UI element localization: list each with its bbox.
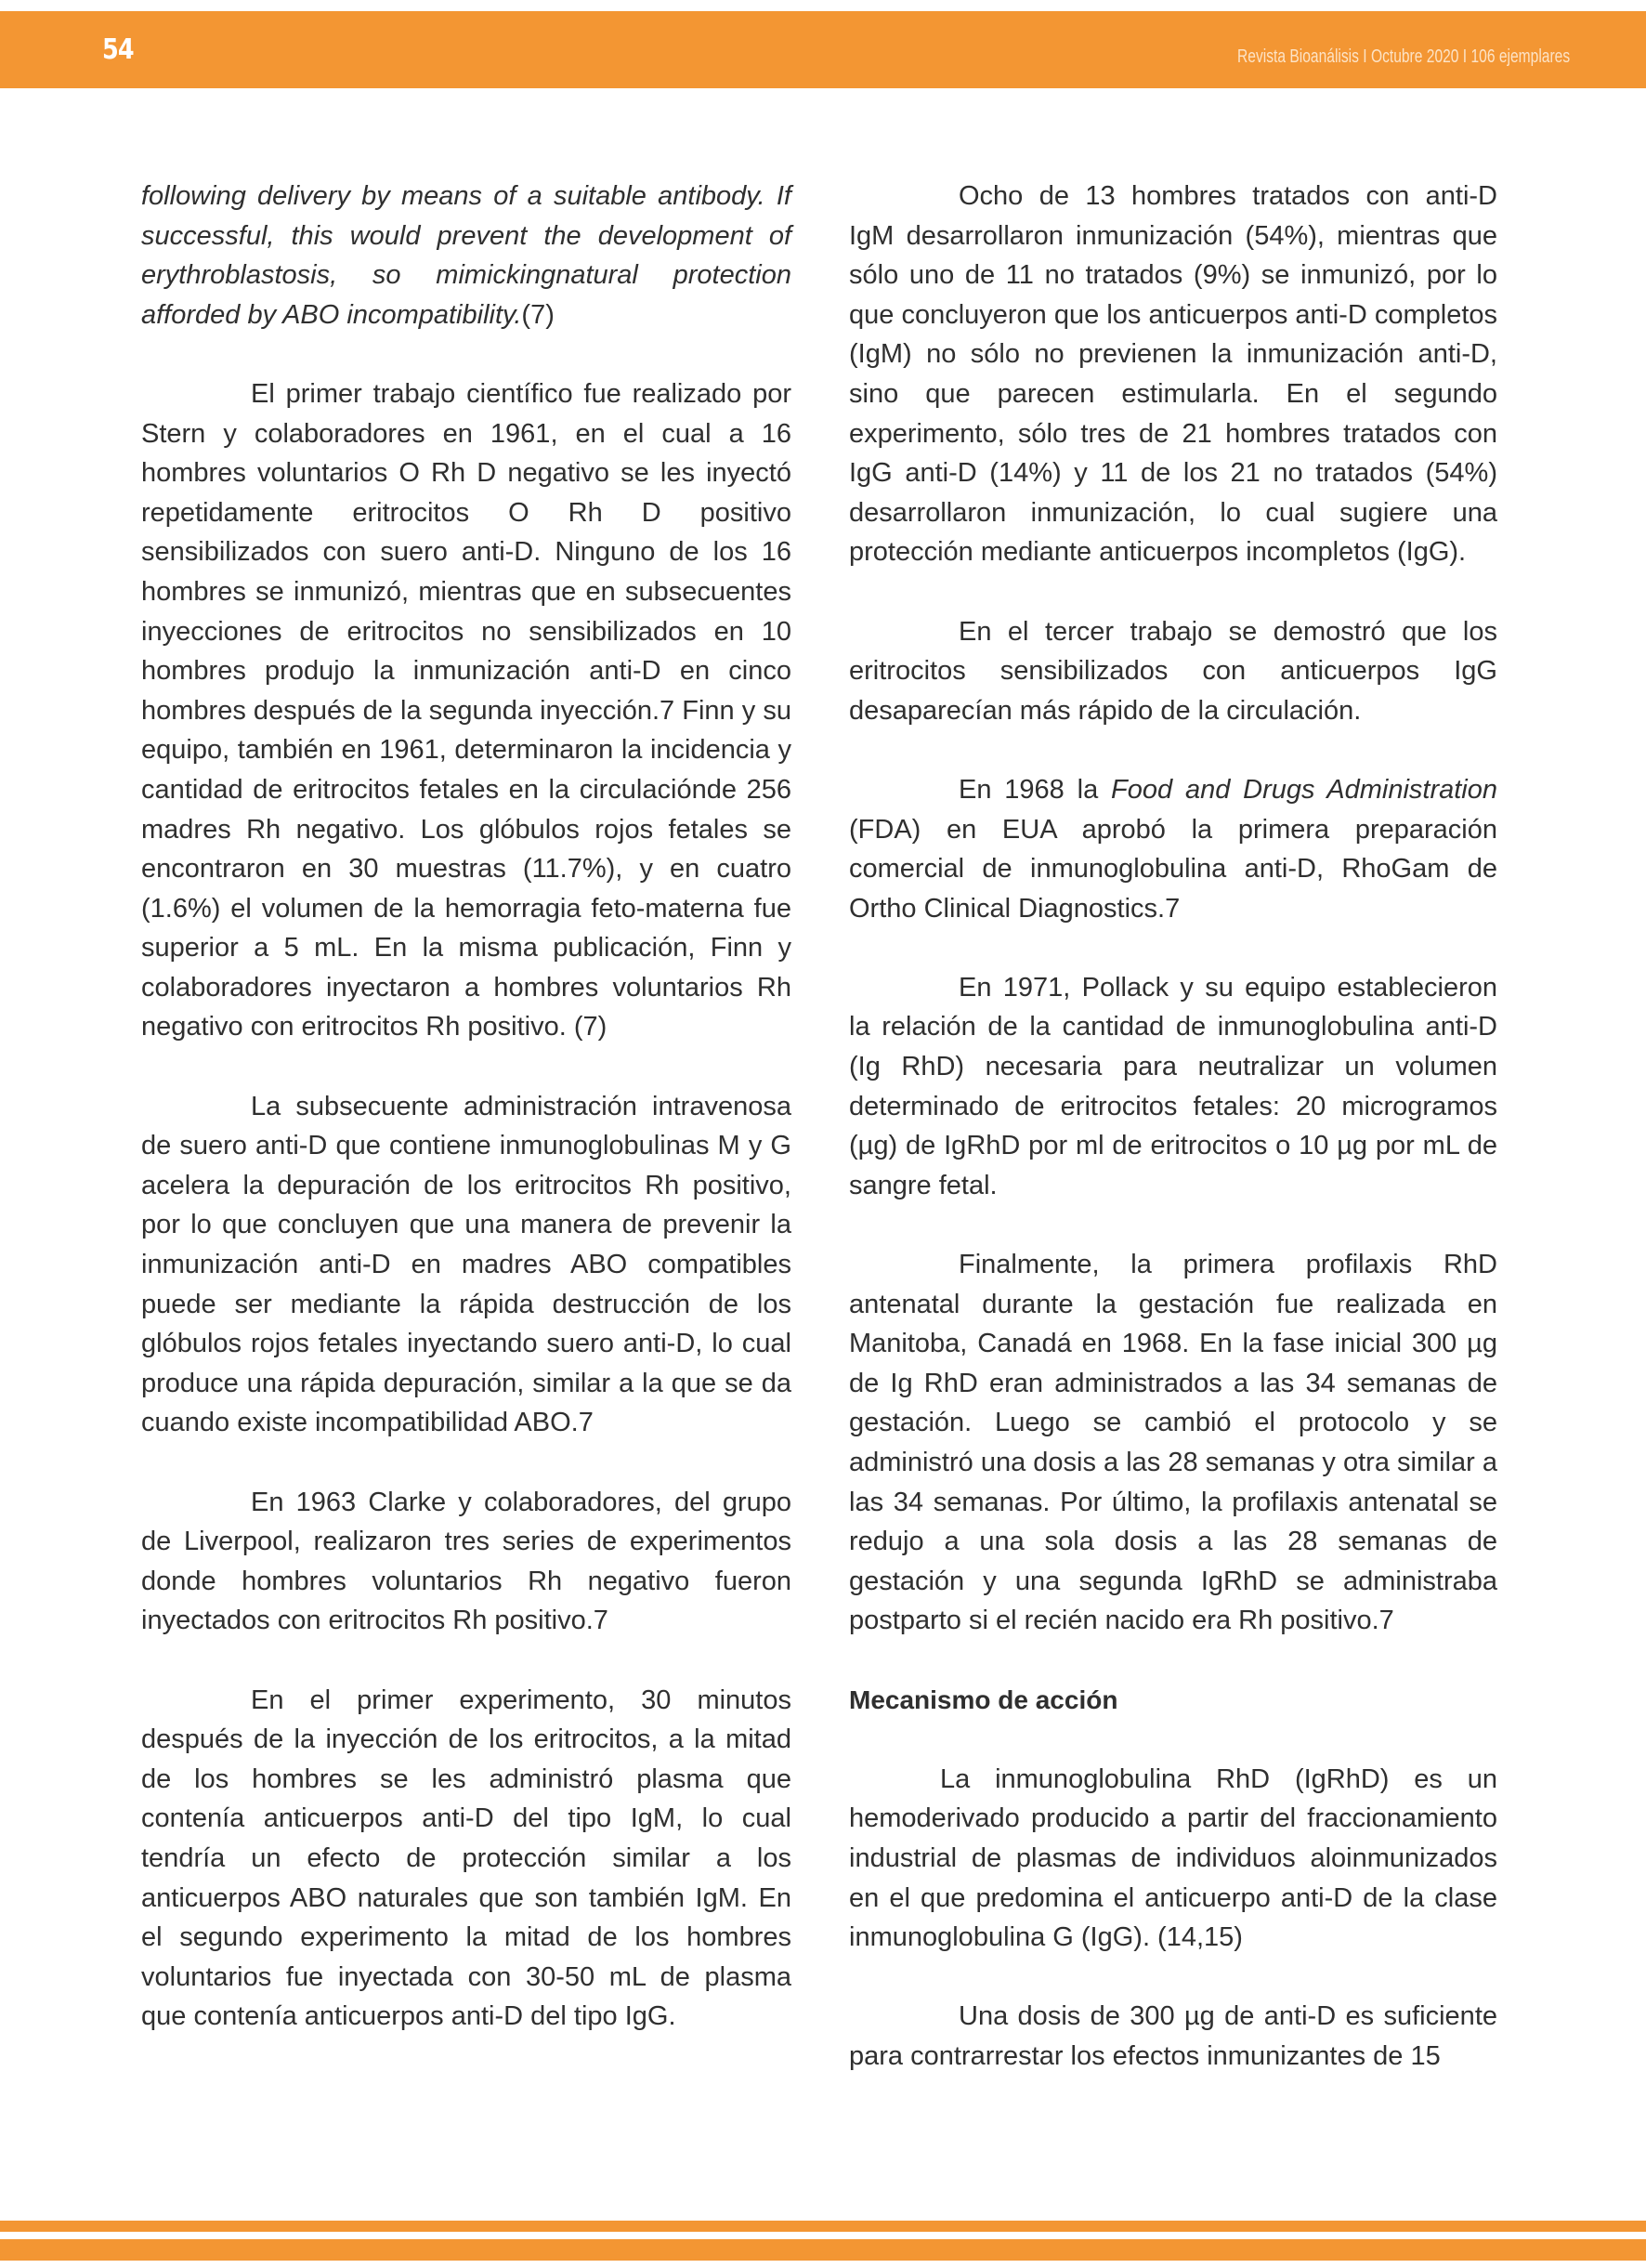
header-band	[0, 11, 1646, 88]
paragraph-inmunoglobulina-rhd: La inmunoglobulina RhD (IgRhD) es un hemoderivado producido a partir del fraccionamiento industrial de plasmas de individuos aloinmunizados en el que predomina el anticuerpo anti-D de la clase inmunoglobulina G (IgG). (14,15)	[849, 1763, 1497, 1953]
section-heading: Mecanismo de acción	[849, 1685, 1118, 1714]
italic-agency-name: Food and Drugs Administration	[1111, 774, 1497, 805]
paragraph-ocho-de-13: Ocho de 13 hombres tratados con anti-D IgM desarrollaron inmunización (54%), mientras que sólo uno de 11 no tratados (9%) se inmunizó, por lo que concluyeron que los anticuerpos anti-D completos (IgM) no sólo no previenen la inmunización anti-D, sino que parecen estimularla. En el segundo experimento, sólo tres de 21 hombres tratados con IgG anti-D (14%) y 11 de los 21 no tratados (54%) desarrollaron inmunización, lo cual sugiere una protección mediante anticuerpos incompletos (IgG).	[849, 181, 1498, 568]
running-head: Revista Bioanálisis I Octubre 2020 I 106 ejemplares	[1236, 46, 1570, 67]
paragraph-profilaxis-antenatal: Finalmente, la primera profilaxis RhD antenatal durante la gestación fue realizada en Manitoba, Canadá en 1968. En la fase inicial 300 µg de Ig RhD eran administrados a las 34 semanas de gestación. Luego se cambió el protocolo y se administró una dosis a las 28 semanas y otra similar a las 34 semanas. Por último, la profilaxis antenatal se redujo a una sola dosis a las 28 semanas de gestación y una segunda IgRhD se administraba postparto si el recién nacido era Rh positivo.7	[849, 1250, 1497, 1636]
page-number: 54	[102, 33, 134, 66]
citation-ref: (7)	[521, 299, 555, 330]
footer-stripe-thin	[0, 2221, 1646, 2232]
paragraph-fda-1968	[849, 770, 1497, 928]
paragraph-clarke-1963: En 1963 Clarke y colaboradores, del grupo de Liverpool, realizaron tres series de experimentos donde hombres voluntarios Rh negativo fueron inyectados con eritrocitos Rh positivo.7	[141, 1487, 791, 1636]
left-column	[141, 177, 791, 2077]
paragraph-pollack-1971: En 1971, Pollack y su equipo establecieron la relación de la cantidad de inmunoglobulina anti-D (Ig RhD) necesaria para neutralizar un volumen determinado de eritrocitos fetales: 20 microgramos (µg) de IgRhD por ml de eritrocitos o 10 µg por mL de sangre fetal.	[849, 972, 1497, 1200]
paragraph-tercer-trabajo: En el tercer trabajo se demostró que los eritrocitos sensibilizados con anticuerpos IgG desaparecían más rápido de la circulación.	[849, 616, 1497, 726]
quote-text: following delivery by means of a suitable antibody. If successful, this would prevent the development of erythroblastosis, so mimickingnatural protection afforded by ABO incompatibility.	[141, 181, 791, 330]
paragraph-dosis-300: Una dosis de 300 µg de anti-D es suficiente para contrarrestar los efectos inmunizantes de 15	[849, 2001, 1497, 2071]
paragraph-primer-experimento: En el primer experimento, 30 minutos después de la inyección de los eritrocitos, a la mitad de los hombres se les administró plasma que contenía anticuerpos anti-D del tipo IgM, lo cual tendría un efecto de protección similar a los anticuerpos ABO naturales que son también IgM. En el segundo experimento la mitad de los hombres voluntarios fue inyectada con 30-50 mL de plasma que contenía anticuerpos anti-D del tipo IgG.	[141, 1685, 791, 2032]
footer-stripe-thick	[0, 2239, 1646, 2261]
paragraph-subsecuente-administracion: La subsecuente administración intravenosa de suero anti-D que contiene inmunoglobulinas M y G acelera la depuración de los eritrocitos Rh positivo, por lo que concluyen que una manera de prevenir la inmunización anti-D en madres ABO compatibles puede ser mediante la rápida destrucción de los glóbulos rojos fetales inyectando suero anti-D, lo cual produce una rápida depuración, similar a la que se da cuando existe incompatibilidad ABO.7	[141, 1091, 791, 1438]
right-column	[849, 177, 1497, 2116]
paragraph-english-quote	[141, 177, 791, 334]
text-span: (FDA) en EUA aprobó la primera preparación comercial de inmunoglobulina anti-D, RhoGam de Ortho Clinical Diagnostics.7	[849, 814, 1497, 924]
text-span: En 1968 la	[959, 774, 1112, 805]
paragraph-stern-1961: El primer trabajo científico fue realizado por Stern y colaboradores en 1961, en el cual a 16 hombres voluntarios O Rh D negativo se les inyectó repetidamente eritrocitos O Rh D positivo sensibilizados con suero anti-D. Ninguno de los 16 hombres se inmunizó, mientras que en subsecuentes inyecciones de eritrocitos no sensibilizados en 10 hombres produjo la inmunización anti-D en cinco hombres después de la segunda inyección.7 Finn y su equipo, también en 1961, determinaron la incidencia y cantidad de eritrocitos fetales en la circulaciónde 256 madres Rh negativo. Los glóbulos rojos fetales se encontraron en 30 muestras (11.7%), y en cuatro (1.6%) el volumen de la hemorragia feto-materna fue superior a 5 mL. En la misma publicación, Finn y colaboradores inyectaron a hombres voluntarios Rh negativo con eritrocitos Rh positivo. (7)	[141, 378, 791, 1042]
